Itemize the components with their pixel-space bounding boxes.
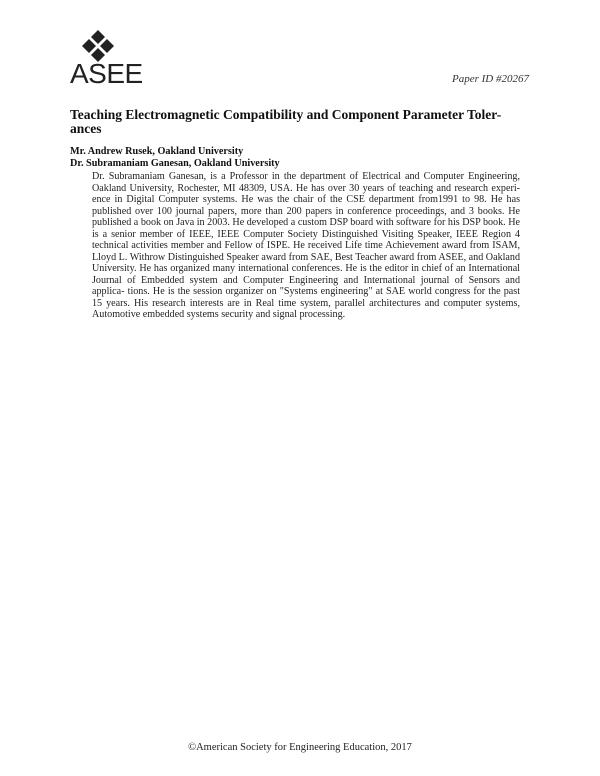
paper-title: Teaching Electromagnetic Compatibility and Component Parameter Toler- ances [70,107,502,136]
logo-wordmark: ASEE [70,58,143,89]
paper-id: Paper ID #20267 [452,73,529,85]
asee-logo [70,28,143,89]
author-list [70,146,280,169]
copyright-footer: ©American Society for Engineering Education, 2017 [188,742,412,753]
author-biography: Dr. Subramaniam Ganesan, is a Professor in the department of Electrical and Computer Engineering, Oakland University, Rochester, MI 48309, USA. He has over 30 years of teaching and research experi- ence in Digital Computer systems. He was the chair of the CSE department from1991 to 98. He has published over 100 journal papers, more than 200 papers in conference proceedings, and 3 books. He published a book on Java in 2003. He developed a custom DSP board with software for his DSP book. He is a senior member of IEEE, IEEE Computer Society Distinguished Visiting Speaker, IEEE Region 4 technical activities member and Fellow of ISPE. He received Life time Achievement award from ISAM, Lloyd L. Withrow Distinguished Speaker award from SAE, Best Teacher award from ASEE, and Oakland University. He has organized many international conferences. He is the editor in chief of an International Journal of Embedded system and Computer Engineering and International journal of Sensors and applica- tions. He is the session organizer on "Systems engineering" at SAE world congress for the past 15 years. His research interests are in Real time system, parallel architectures and computer systems, Automotive embedded systems security and signal processing. [92,171,520,320]
author-name: Dr. Subramaniam Ganesan, Oakland University [70,157,280,169]
author-name: Mr. Andrew Rusek, Oakland University [70,146,244,157]
